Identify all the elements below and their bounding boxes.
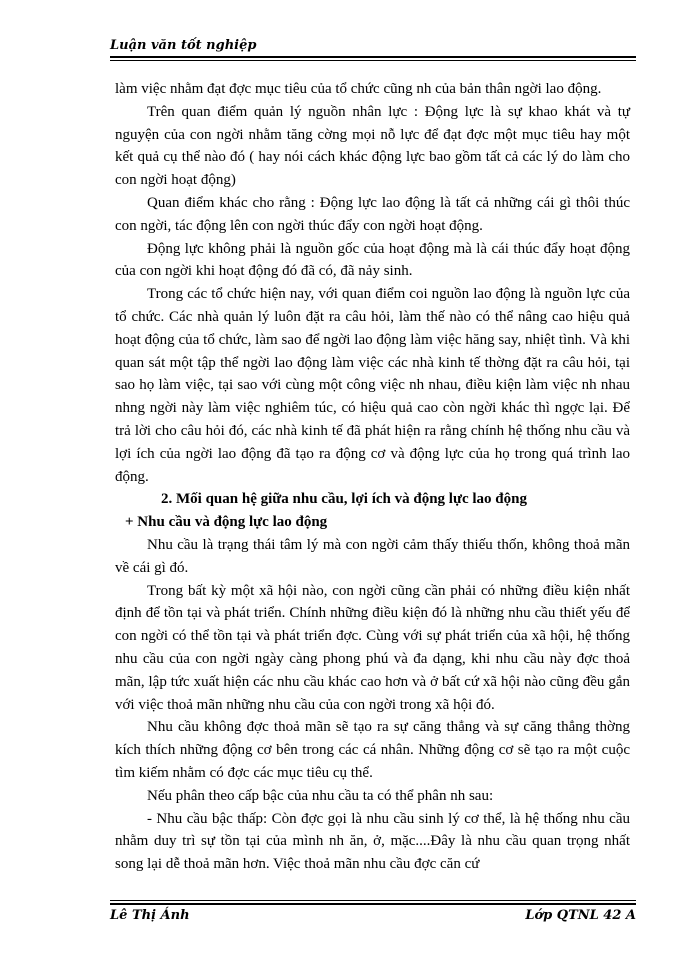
footer-rule-thick [110,903,636,905]
footer-rule-thin [110,900,636,901]
header-rule-thin [110,60,636,61]
paragraph: Nếu phân theo cấp bậc của nhu cầu ta có thể phân nh sau: [147,787,494,804]
paragraph: Động lực không phải là nguồn gốc của hoạt động mà là cái thúc đẩy hoạt động của con ngời khi hoạt động đó đã có, đã nảy sinh. [115,240,630,280]
body-text [115,78,630,876]
paragraph: làm việc nhằm đạt đợc mục tiêu của tổ chức cũng nh của bản thân ngời lao động. [115,81,602,97]
paragraph: Trên quan điểm quản lý nguồn nhân lực : Động lực là sự khao khát và tự nguyện của con ngời nhằm tăng cờng mọi nỗ lực để đạt đợc một mục tiêu hay một kết quả cụ thể nào đó ( hay nói cách khác động lực bao gồm tất cả các lý do làm cho con ngời hoạt động) [115,103,630,189]
paragraph: - Nhu cầu bậc thấp: Còn đợc gọi là nhu cầu sinh lý cơ thể, là hệ thống nhu cầu nhằm duy trì sự tồn tại của mình nh ăn, ở, mặc....Đây là nhu cầu quan trọng nhất song lại dễ thoả mãn hơn. Việc thoả mãn nhu cầu đợc căn cứ [115,810,630,873]
page-footer [110,908,636,926]
header-rule-thick [110,56,636,58]
paragraph: Trong các tổ chức hiện nay, với quan điểm coi nguồn lao động là nguồn lực của tổ chức. Các nhà quản lý luôn đặt ra câu hỏi, làm thế nào có thể nâng cao hiệu quả hoạt động của tổ chức, làm sao để ngời lao động làm việc hăng say, nhiệt tình. Và khi quan sát một tập thể ngời lao động làm việc các nhà kinh tế thờng đặt ra câu hỏi, tại sao họ làm việc, tại sao với cùng một công việc nh nhau, điều kiện làm việc nh nhau nhng ngời này làm việc nghiêm túc, có hiệu quả cao còn ngời khác thì ngợc lại. Để trả lời cho câu hỏi đó, các nhà kinh tế đã phát hiện ra rằng chính hệ thống nhu cầu và lợi ích của ngời lao động đã tạo ra động cơ và động lực của họ trong quá trình lao động. [115,286,630,485]
paragraph: Nhu cầu không đợc thoả mãn sẽ tạo ra sự căng thẳng và sự căng thẳng thờng kích thích những động cơ bên trong các cá nhân. Những động cơ sẽ tạo ra một cuộc tìm kiếm nhằm có đợc các mục tiêu cụ thể. [115,719,630,781]
header-title: Luận văn tốt nghiệp [110,38,257,53]
section-heading: 2. Mối quan hệ giữa nhu cầu, lợi ích và động lực lao động [161,491,527,508]
paragraph: Quan điểm khác cho rằng : Động lực lao động là tất cả những cái gì thôi thúc con ngời, tác động lên con ngời thúc đẩy con ngời hoạt động. [115,194,630,234]
paragraph: Trong bất kỳ một xã hội nào, con ngời cũng cần phải có những điều kiện nhất định để tồn tại và phát triển. Chính những điều kiện đó là những nhu cầu thiết yếu để con ngời có thể tồn tại và phát triển đợc. Cùng với sự phát triển của xã hội, hệ thống nhu cầu của con ngời ngày càng phong phú và đa dạng, khi nhu cầu này đợc thoả mãn, lập tức xuất hiện các nhu cầu khác cao hơn và ở bất cứ xã hội nào cũng đều gắn với việc thoả mãn những nhu cầu của con ngời trong xã hội đó. [115,582,630,713]
subsection-heading: + Nhu cầu và động lực lao động [125,514,328,531]
footer-author: Lê Thị Ánh [110,908,190,923]
page-header [110,38,636,54]
footer-class-code: Lớp QTNL 42 A [525,908,636,923]
paragraph: Nhu cầu là trạng thái tâm lý mà con ngời cảm thấy thiếu thốn, không thoả mãn về cái gì đó. [115,536,630,576]
